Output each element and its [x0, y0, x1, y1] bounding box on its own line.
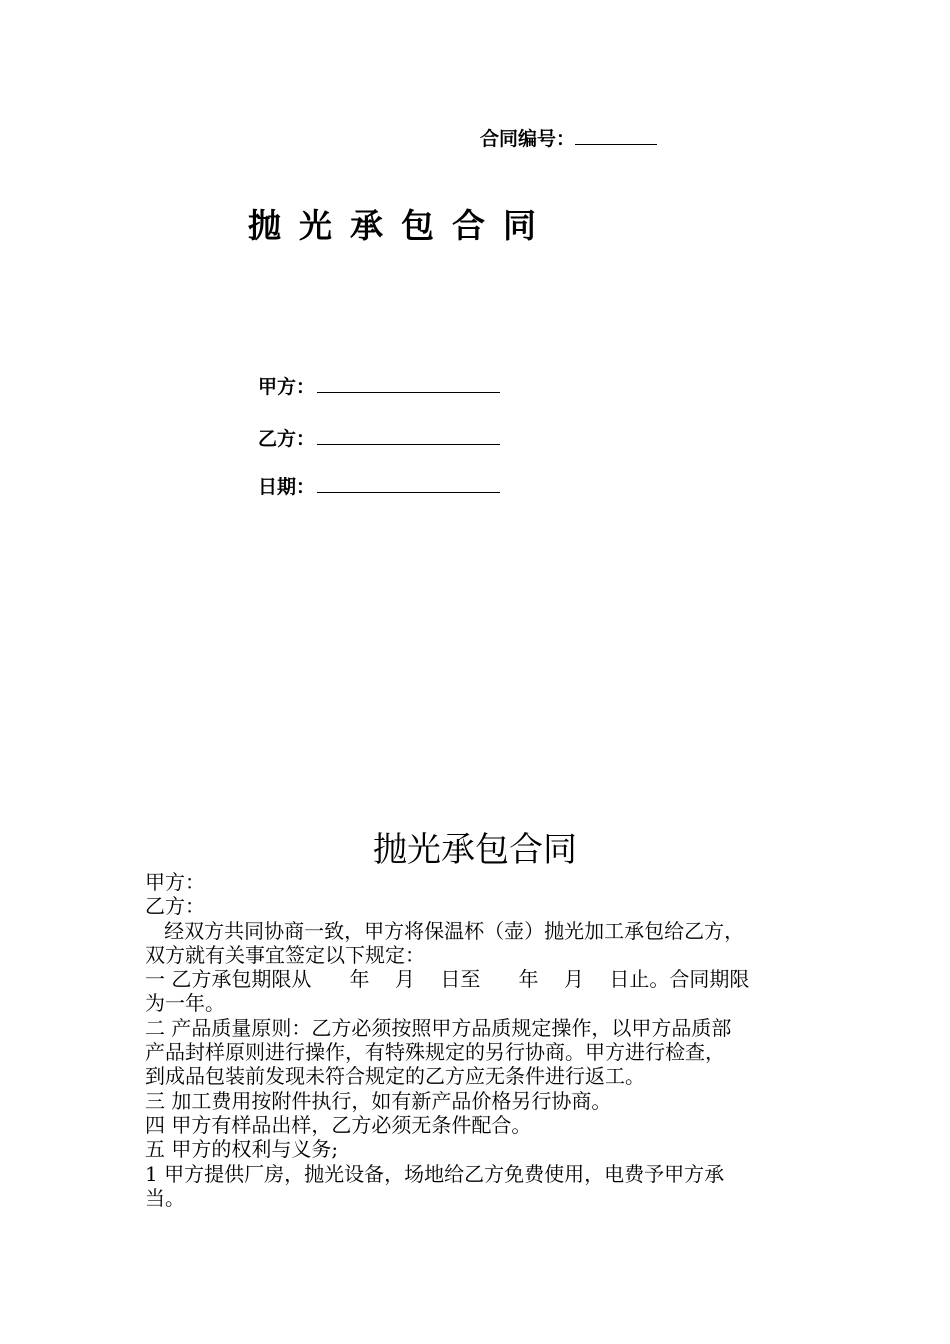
party-a-label: 甲方：: [258, 376, 316, 398]
body-line: 到成品包装前发现未符合规定的乙方应无条件进行返工。: [145, 1064, 645, 1089]
body-line: 乙方：: [145, 894, 205, 919]
body-line: 五 甲方的权利与义务;: [145, 1137, 339, 1162]
body-line: 一 乙方承包期限从 年 月 日至 年 月 日止。合同期限: [145, 967, 750, 992]
date-label: 日期：: [258, 476, 316, 498]
body-line: 1 甲方提供厂房，抛光设备，场地给乙方免费使用，电费予甲方承: [145, 1161, 725, 1186]
body-line: 经双方共同协商一致，甲方将保温杯（壶）抛光加工承包给乙方，: [145, 918, 745, 943]
party-a-field: [258, 372, 500, 399]
party-b-label: 乙方：: [258, 428, 316, 450]
party-b-field: [258, 424, 500, 451]
body-title: 抛光承包合同: [373, 830, 577, 870]
date-field: [258, 472, 500, 499]
body-line: 当。: [145, 1185, 185, 1210]
party-a-blank: [317, 374, 500, 393]
body-line: 三 加工费用按附件执行，如有新产品价格另行协商。: [145, 1088, 612, 1113]
body-line: 甲方：: [145, 870, 205, 894]
party-b-blank: [317, 426, 500, 445]
contract-number-blank: [575, 126, 657, 145]
contract-body: [145, 870, 825, 1210]
body-line: 产品封样原则进行操作，有特殊规定的另行协商。甲方进行检查，: [145, 1040, 725, 1065]
body-line: 为一年。: [145, 991, 225, 1016]
contract-number-label: 合同编号：: [480, 128, 576, 150]
body-line: 二 产品质量原则：乙方必须按照甲方品质规定操作，以甲方品质部: [145, 1015, 732, 1040]
body-line: 四 甲方有样品出样，乙方必须无条件配合。: [145, 1112, 532, 1137]
cover-title: 抛光承包合同: [248, 206, 554, 245]
date-blank: [317, 474, 500, 493]
body-line: 双方就有关事宜签定以下规定：: [145, 942, 425, 967]
contract-number-field: [480, 124, 657, 151]
